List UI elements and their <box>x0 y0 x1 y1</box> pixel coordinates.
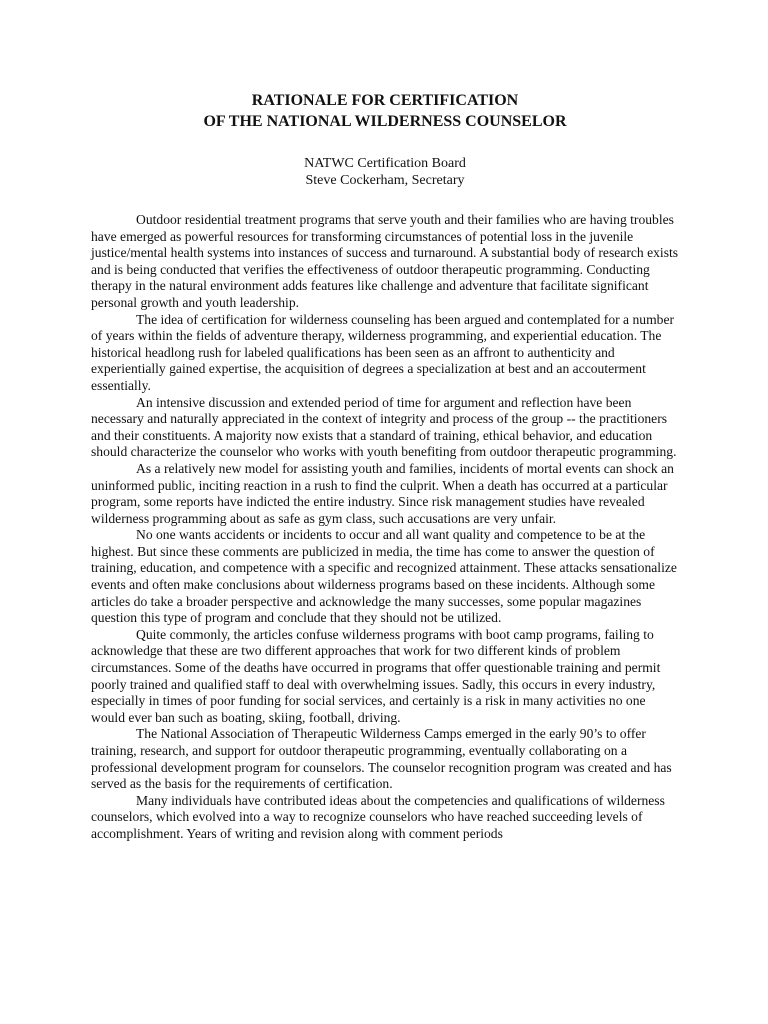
byline-author: Steve Cockerham, Secretary <box>305 173 465 188</box>
paragraph: The National Association of Therapeutic Wilderness Camps emerged in the early 90’s to offer training, research, and support for outdoor therapeutic programming, eventually collaborating on a professional development program for counselors. The counselor recognition program was created and has served as the basis for the requirements of certification. <box>91 726 672 792</box>
document-page <box>91 90 679 843</box>
title-block <box>91 90 679 132</box>
paragraph: No one wants accidents or incidents to occur and all want quality and competence to be at the highest. But since these comments are publicized in media, the time has come to answer the question of training, education, and competence with a specific and recognized attainment. These attacks sensationalize events and often make conclusions about wilderness programs based on these incidents. Although some articles do take a broader perspective and acknowledge the many successes, some popular magazines question this type of program and conclude that they should not be utilized. <box>91 527 677 626</box>
byline-organization: NATWC Certification Board <box>304 156 466 171</box>
byline <box>91 155 679 189</box>
document-title-line-1: RATIONALE FOR CERTIFICATION <box>251 92 519 109</box>
paragraph: Quite commonly, the articles confuse wilderness programs with boot camp programs, failing to acknowledge that these are two different approaches that work for two different kinds of problem circumstances. Some of the deaths have occurred in programs that offer questionable training and permit poorly trained and qualified staff to deal with overwhelming issues. Sadly, this occurs in every industry, especially in times of poor funding for social services, and certainly is a risk in many activities no one would ever ban such as boating, skiing, football, driving. <box>91 626 661 725</box>
paragraph: As a relatively new model for assisting youth and families, incidents of mortal events can shock an uninformed public, inciting reaction in a rush to find the culprit. When a death has occurred at a particular program, some reports have indicted the entire industry. Since risk management studies have revealed wilderness programming about as safe as gym class, such accusations are very unfair. <box>91 460 674 526</box>
document-title-line-2: OF THE NATIONAL WILDERNESS COUNSELOR <box>203 113 567 130</box>
paragraph: An intensive discussion and extended period of time for argument and reflection have been necessary and naturally appreciated in the context of integrity and process of the group -- the practitioners and their constituents. A majority now exists that a standard of training, ethical behavior, and education should characterize the counselor who works with youth benefiting from outdoor therapeutic programming. <box>91 394 677 460</box>
document-body <box>91 212 679 843</box>
paragraph: The idea of certification for wilderness counseling has been argued and contemplated for a number of years within the fields of adventure therapy, wilderness programming, and experiential education. The historical headlong rush for labeled qualifications has been seen as an affront to authenticity and experientially gained expertise, the acquisition of degrees a specialization at best and an accouterment essentially. <box>91 311 675 393</box>
paragraph: Outdoor residential treatment programs that serve youth and their families who are having troubles have emerged as powerful resources for transforming circumstances of potential loss in the juvenile justice/mental health systems into instances of success and turnaround. A substantial body of research exists and is being conducted that verifies the effectiveness of outdoor therapeutic programming. Conducting therapy in the natural environment adds features like challenge and adventure that facilitate significant personal growth and youth leadership. <box>91 212 679 310</box>
paragraph: Many individuals have contributed ideas about the competencies and qualifications of wilderness counselors, which evolved into a way to recognize counselors who have reached succeeding levels of accomplishment. Years of writing and revision along with comment periods <box>91 792 665 841</box>
